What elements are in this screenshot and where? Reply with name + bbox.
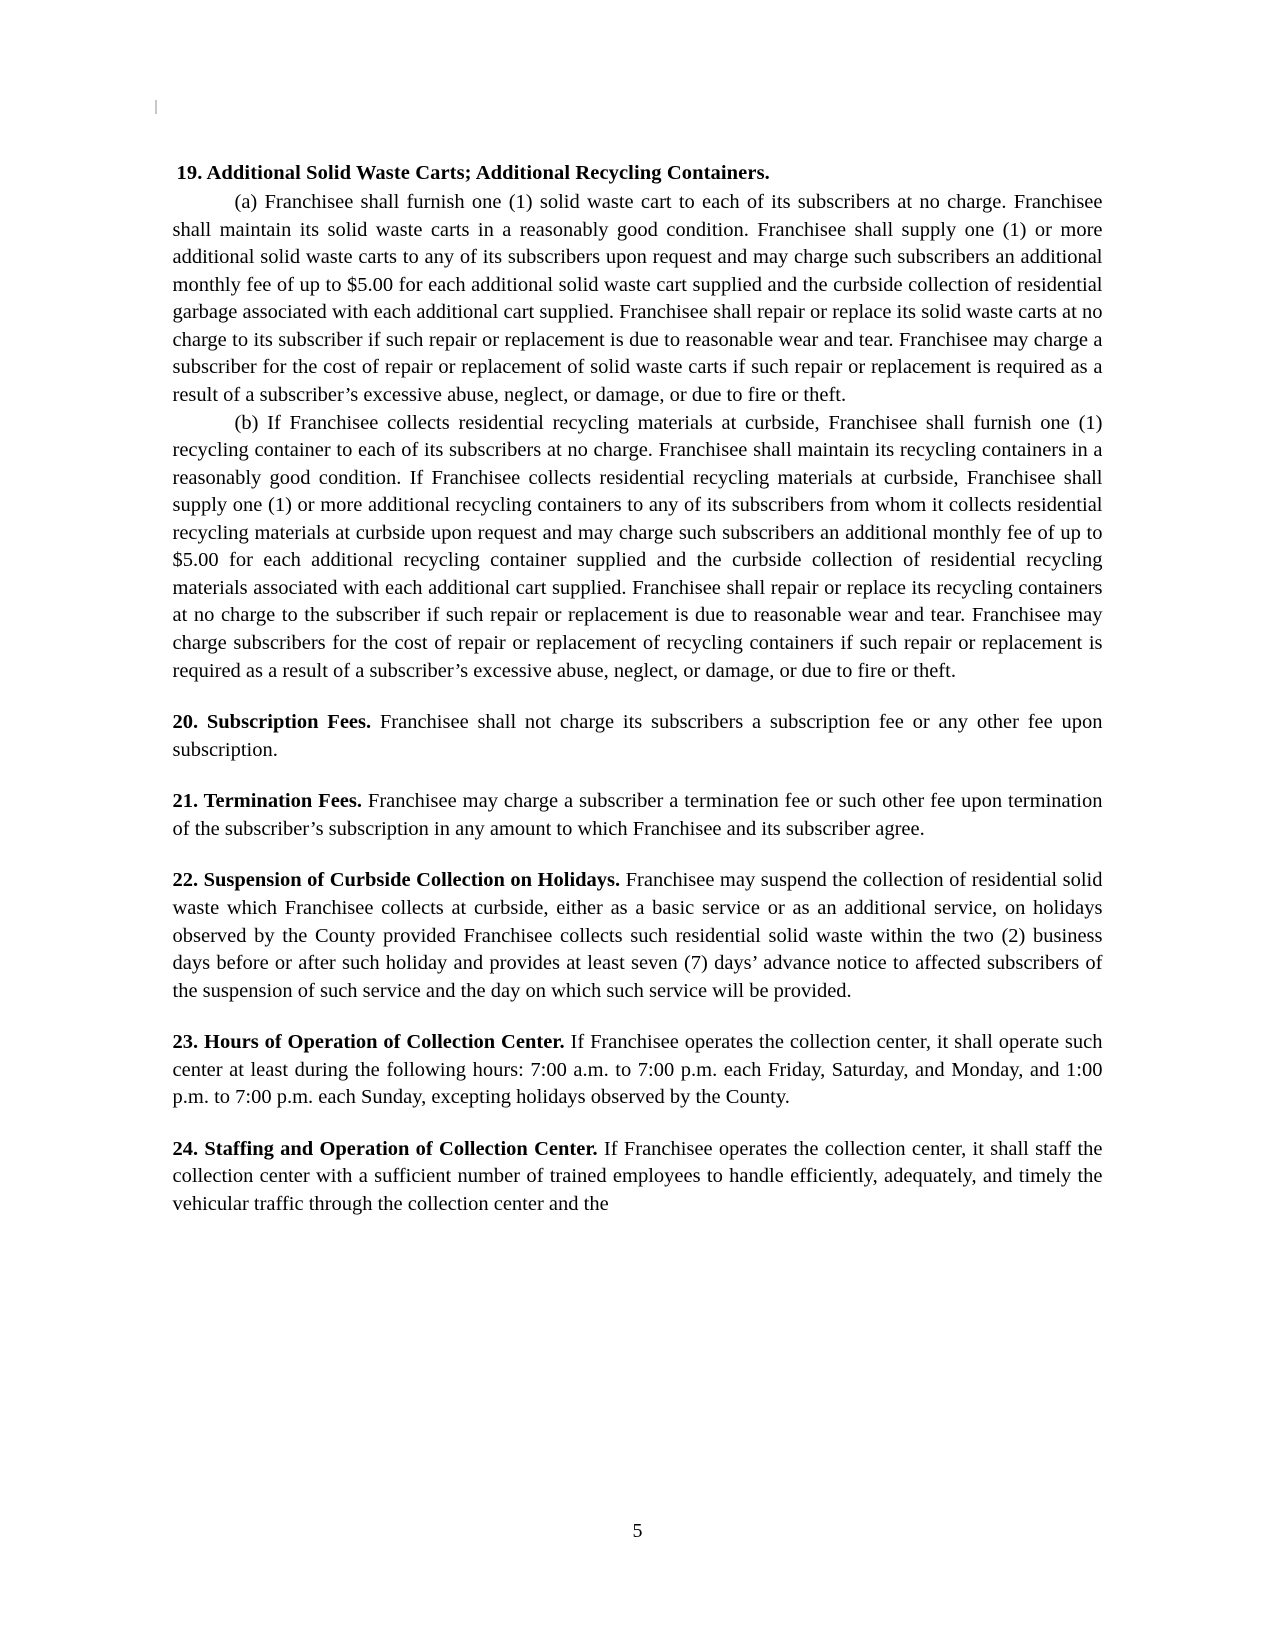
numbered-item-20-lead: 20. Subscription Fees. [172, 711, 372, 734]
numbered-item-21-body: Franchisee may charge a subscriber a termination fee or such other fee upon termination of the subscriber’s subscription in any amount to which Franchisee and its subscriber agree. [172, 790, 1103, 840]
document-body [173, 160, 1103, 1219]
numbered-item-22 [173, 867, 1103, 1005]
margin-tick-mark [155, 100, 157, 114]
numbered-item-20-body: Franchisee shall not charge its subscribers a subscription fee or any other fee upon subscription. [172, 711, 1103, 761]
numbered-item-24-body: If Franchisee operates the collection center, it shall staff the collection center with a sufficient number of trained employees to handle efficiently, adequately, and timely the vehicular traffic through the collection center and the [172, 1137, 1103, 1216]
numbered-item-23-lead: 23. Hours of Operation of Collection Center. [172, 1031, 565, 1054]
numbered-item-21-lead: 21. Termination Fees. [172, 790, 363, 813]
section-19-paragraph-b: (b) If Franchisee collects residential recycling materials at curbside, Franchisee shall furnish one (1) recycling container to each of its subscribers at no charge. Franchisee shall maintain its recycling containers in a reasonably good condition. If Franchisee collects residential recycling materials at curbside, Franchisee shall supply one (1) or more additional recycling containers to any of its subscribers from whom it collects residential recycling materials at curbside upon request and may charge such subscribers an additional monthly fee of up to $5.00 for each additional recycling container supplied and the curbside collection of residential recycling materials associated with each additional cart supplied. Franchisee shall repair or replace its recycling containers at no charge to the subscriber if such repair or replacement is due to reasonable wear and tear. Franchisee may charge subscribers for the cost of repair or replacement of recycling containers if such repair or replacement is required as a result of a subscriber’s excessive abuse, neglect, or damage, or due to fire or theft. [172, 411, 1103, 682]
numbered-item-23-body: If Franchisee operates the collection center, it shall operate such center at least during the following hours: 7:00 a.m. to 7:00 p.m. each Friday, Saturday, and Monday, and 1:00 p.m. to 7:00 p.m. each Sunday, excepting holidays observed by the County. [172, 1031, 1103, 1109]
numbered-item-22-lead: 22. Suspension of Curbside Collection on Holidays. [172, 869, 621, 892]
section-19-paragraph-a: (a) Franchisee shall furnish one (1) solid waste cart to each of its subscribers at no charge. Franchisee shall maintain its solid waste carts in a reasonably good condition. Franchisee shall supply one (1) or more additional solid waste carts to any of its subscribers upon request and may charge such subscribers an additional monthly fee of up to $5.00 for each additional solid waste cart supplied and the curbside collection of residential garbage associated with each additional cart supplied. Franchisee shall repair or replace its solid waste carts at no charge to its subscriber if such repair or replacement is due to reasonable wear and tear. Franchisee may charge a subscriber for the cost of repair or replacement of solid waste carts if such repair or replacement is required as a result of a subscriber’s excessive abuse, neglect, or damage, or due to fire or theft. [172, 191, 1103, 406]
numbered-item-24 [173, 1136, 1103, 1219]
numbered-item-23 [173, 1029, 1103, 1112]
numbered-item-22-body: Franchisee may suspend the collection of residential solid waste which Franchisee collects at curbside, either as a basic service or as an additional service, on holidays observed by the County provided Franchisee collects such residential solid waste within the two (2) business days before or after such holiday and provides at least seven (7) days’ advance notice to affected subscribers of the suspension of such service and the day on which such service will be provided. [172, 869, 1103, 1002]
numbered-item-21 [173, 788, 1103, 843]
numbered-item-24-lead: 24. Staffing and Operation of Collection Center. [172, 1137, 598, 1160]
numbered-item-20 [173, 709, 1103, 764]
section-heading-19: 19. Additional Solid Waste Carts; Additional Recycling Containers. [176, 162, 770, 184]
page-number: 5 [632, 1520, 643, 1542]
